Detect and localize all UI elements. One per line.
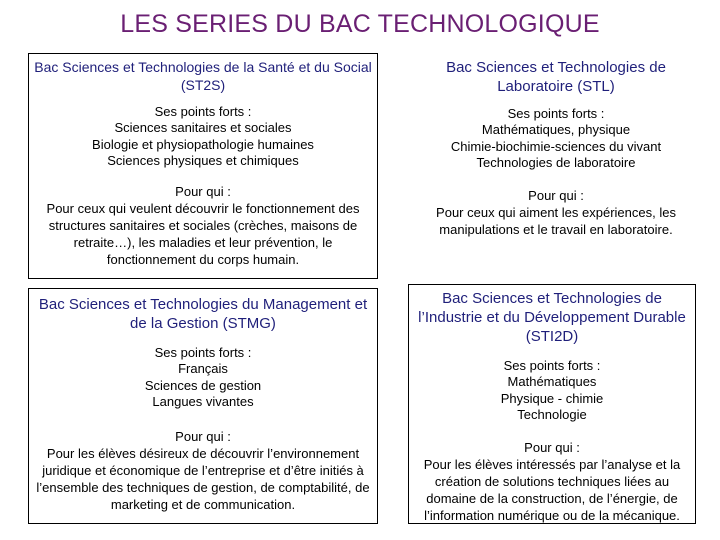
sti2d-audience-label: Pour qui : [524,439,580,455]
st2s-box [28,53,378,279]
st2s-audience-label: Pour qui : [175,183,231,199]
sti2d-title: Bac Sciences et Technologies de l’Industrie et du Développement Durable (STI2D) [418,290,686,345]
page-title: LES SERIES DU BAC TECHNOLOGIQUE [120,10,600,38]
stl-audience [412,188,700,238]
stl-title: Bac Sciences et Technologies de Laboratoire (STL) [446,59,666,95]
st2s-title: Bac Sciences et Technologies de la Santé et du Social (ST2S) [34,59,372,93]
stl-strength-item: Mathématiques, physique [481,122,631,137]
stl-box [408,53,704,279]
st2s-strengths [33,104,373,170]
st2s-strength-item: Biologie et physiopathologie humaines [92,136,314,152]
stmg-title: Bac Sciences et Technologies du Management et de la Gestion (STMG) [38,296,368,332]
stmg-audience-text: Pour les élèves désireux de découvrir l’environnement juridique et économique de l’entreprise et d’être initiés à l’ensemble des techniques de gestion, de comptabilité, de marketing et de communication. [36,445,370,512]
stmg-strength-item: Français [178,361,228,376]
sti2d-strength-item: Technologie [517,407,587,422]
st2s-strength-item: Sciences sanitaires et sociales [114,120,292,135]
sti2d-strengths [413,358,691,424]
sti2d-strengths-label: Ses points forts : [503,358,601,373]
stmg-strength-item: Sciences de gestion [144,377,262,393]
stl-strength-item: Chimie-biochimie-sciences du vivant [450,138,662,154]
sti2d-strength-item: Mathématiques [507,374,597,389]
stmg-box [28,288,378,524]
stl-audience-label: Pour qui : [528,187,584,203]
st2s-strengths-label: Ses points forts : [154,104,252,119]
st2s-audience [33,184,373,268]
sti2d-box [408,284,696,524]
stl-strengths-label: Ses points forts : [507,106,605,121]
st2s-audience-text: Pour ceux qui veulent découvrir le fonctionnement des structures sanitaires et sociales (crèches, maisons de retraite…), les maladies et leur prévention, le fonctionnement du corps humain. [46,200,360,267]
sti2d-strength-item: Physique - chimie [500,390,604,406]
st2s-strength-item: Sciences physiques et chimiques [107,153,299,168]
stmg-audience-label: Pour qui : [175,428,231,444]
stl-audience-text: Pour ceux qui aiment les expériences, les manipulations et le travail en laboratoire. [436,204,676,237]
stmg-strengths-label: Ses points forts : [154,345,252,360]
stmg-strength-item: Langues vivantes [152,394,254,409]
stl-strength-item: Technologies de laboratoire [476,155,636,170]
sti2d-audience [413,440,691,524]
stl-strengths [412,106,700,172]
stmg-audience [33,429,373,513]
sti2d-audience-text: Pour les élèves intéressés par l’analyse et la création de solutions techniques liées au domaine de la construction, de l’énergie, de l’information numérique ou de la mécanique. [423,456,681,523]
stmg-strengths [33,345,373,411]
